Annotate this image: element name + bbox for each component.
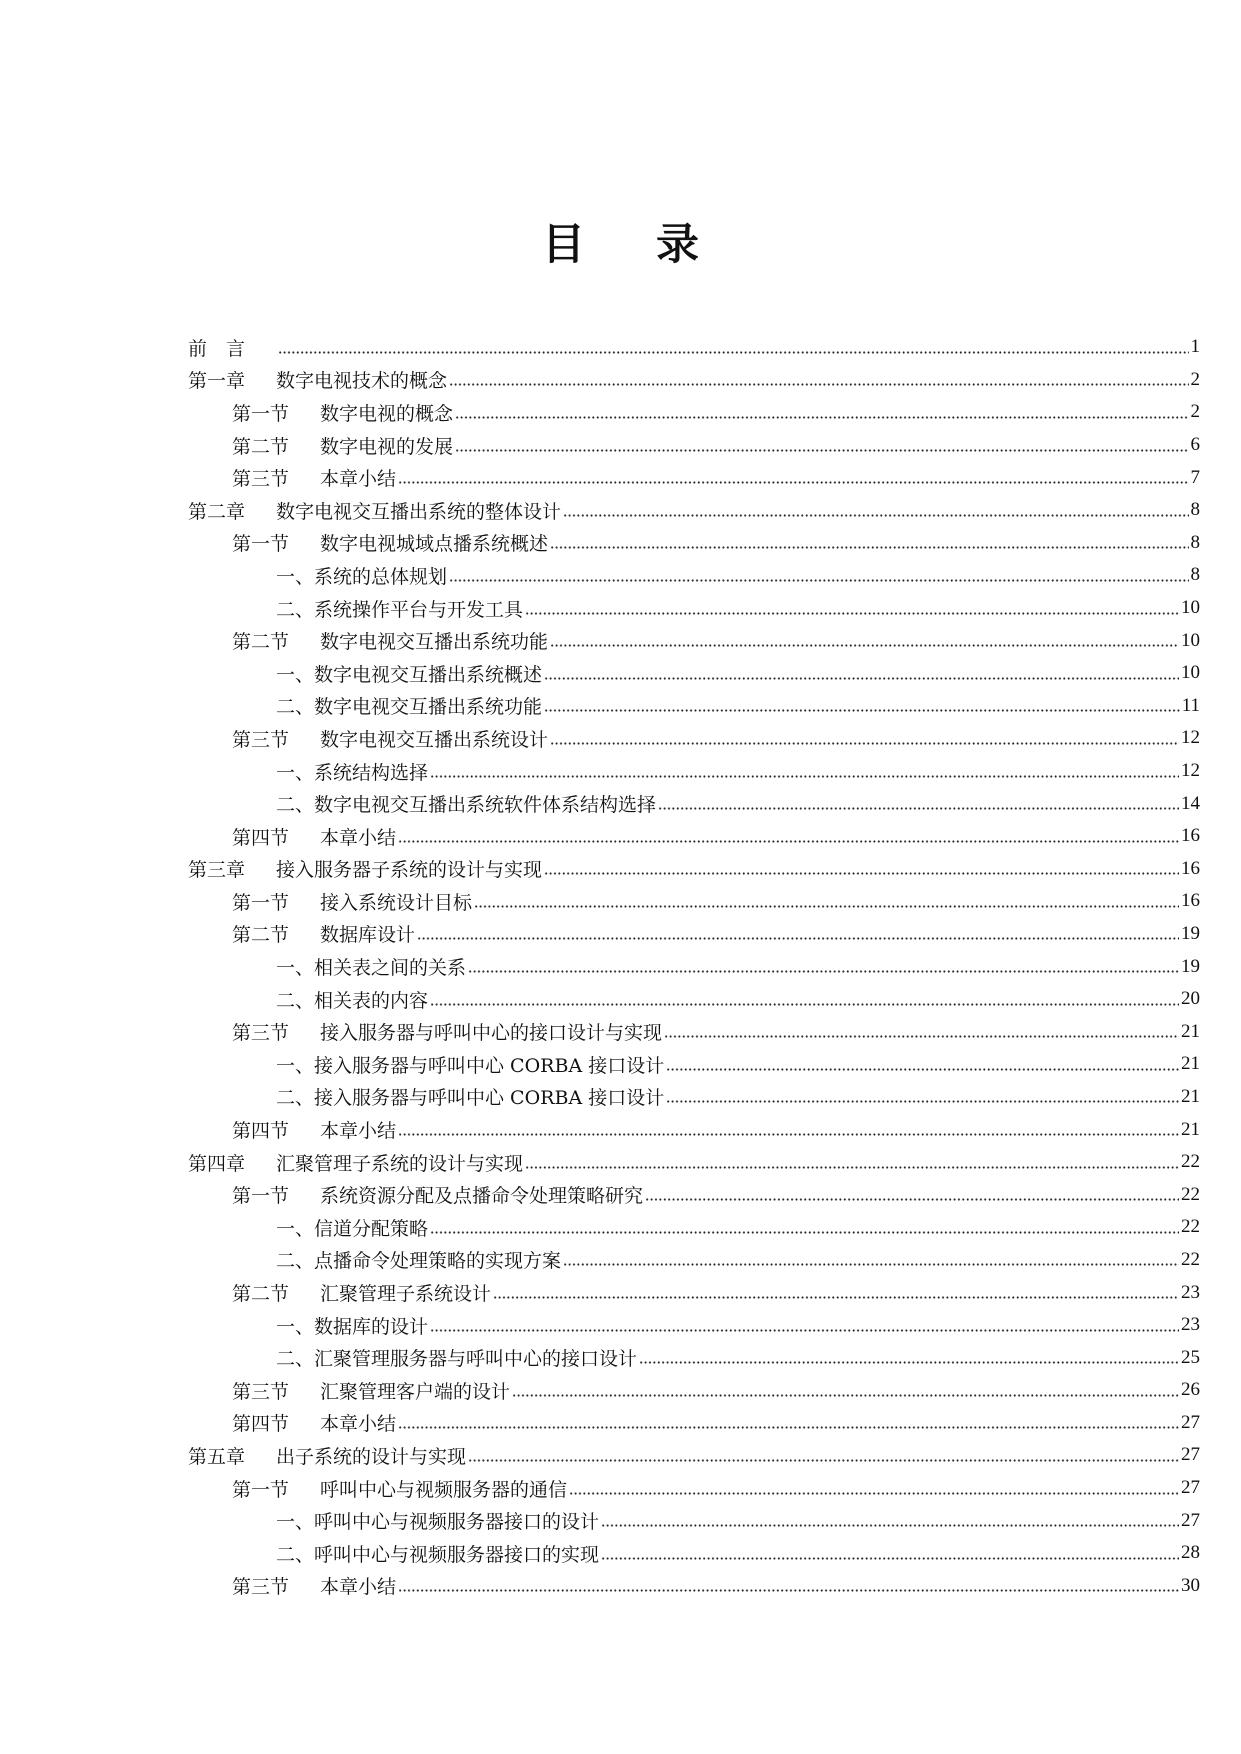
toc-entry-page-number: 2 bbox=[1190, 401, 1200, 423]
toc-entry[interactable] bbox=[188, 657, 1200, 690]
toc-entry[interactable] bbox=[188, 331, 1200, 364]
toc-entry-title: 接入服务器与呼叫中心 CORBA 接口设计 bbox=[314, 1087, 665, 1110]
toc-entry-number: 第一节 bbox=[232, 533, 290, 556]
toc-entry-page-number: 10 bbox=[1181, 597, 1200, 619]
toc-entry-page-number: 27 bbox=[1181, 1444, 1200, 1466]
toc-entry-number: 二、 bbox=[276, 598, 315, 621]
toc-entry-page-number: 19 bbox=[1181, 922, 1200, 944]
toc-entry[interactable] bbox=[188, 1309, 1200, 1342]
dot-leader bbox=[658, 794, 1179, 813]
toc-entry[interactable] bbox=[188, 853, 1200, 886]
toc-entry-page-number: 11 bbox=[1181, 694, 1200, 716]
toc-entry[interactable] bbox=[188, 364, 1200, 397]
toc-entry[interactable] bbox=[188, 787, 1200, 820]
toc-entry-number: 二、 bbox=[276, 989, 315, 1012]
toc-entry-title: 系统资源分配及点播命令处理策略研究 bbox=[320, 1185, 644, 1208]
toc-entry[interactable] bbox=[188, 396, 1200, 429]
dot-leader bbox=[455, 403, 1188, 422]
dot-leader bbox=[398, 1120, 1179, 1139]
toc-entry-number: 一、 bbox=[276, 663, 315, 686]
toc-entry[interactable] bbox=[188, 1113, 1200, 1146]
toc-entry-number: 第四节 bbox=[232, 826, 290, 849]
toc-entry-title: 呼叫中心与视频服务器接口的实现 bbox=[314, 1543, 600, 1566]
toc-entry-title: 数字电视交互播出系统软件体系结构选择 bbox=[314, 794, 657, 817]
toc-entry-title: 数字电视的发展 bbox=[320, 435, 454, 458]
toc-entry-page-number: 10 bbox=[1181, 629, 1200, 651]
toc-entry[interactable] bbox=[188, 885, 1200, 918]
toc-entry-title: 本章小结 bbox=[320, 1576, 397, 1599]
toc-entry-page-number: 27 bbox=[1181, 1509, 1200, 1531]
toc-entry-number: 第二节 bbox=[232, 1283, 290, 1306]
dot-leader bbox=[601, 1544, 1179, 1563]
toc-entry[interactable] bbox=[188, 1146, 1200, 1179]
toc-entry-page-number: 14 bbox=[1181, 792, 1200, 814]
toc-entry-page-number: 16 bbox=[1181, 890, 1200, 912]
toc-entry-page-number: 25 bbox=[1181, 1346, 1200, 1368]
toc-entry-number: 前 言 bbox=[188, 337, 246, 360]
toc-entry-number: 一、 bbox=[276, 1315, 315, 1338]
toc-entry-number: 第一节 bbox=[232, 1185, 290, 1208]
toc-entry-number: 第四节 bbox=[232, 1120, 290, 1143]
toc-entry[interactable] bbox=[188, 624, 1200, 657]
toc-entry-number: 二、 bbox=[276, 1348, 315, 1371]
toc-entry-title: 相关表之间的关系 bbox=[314, 957, 467, 980]
dot-leader bbox=[550, 729, 1179, 748]
dot-leader bbox=[493, 1283, 1179, 1302]
toc-entry-number: 第二节 bbox=[232, 631, 290, 654]
toc-entry[interactable] bbox=[188, 1081, 1200, 1114]
dot-leader bbox=[544, 696, 1180, 715]
toc-entry-title: 系统操作平台与开发工具 bbox=[314, 598, 524, 621]
dot-leader bbox=[430, 762, 1179, 781]
toc-entry-number: 一、 bbox=[276, 761, 315, 784]
toc-entry-number: 第三节 bbox=[232, 468, 290, 491]
toc-entry-number: 二、 bbox=[276, 794, 315, 817]
toc-entry-number: 一、 bbox=[276, 1217, 315, 1240]
toc-entry-number: 二、 bbox=[276, 1543, 315, 1566]
dot-leader bbox=[544, 859, 1179, 878]
dot-leader bbox=[430, 1316, 1179, 1335]
dot-leader bbox=[398, 1576, 1179, 1595]
toc-entry-page-number: 8 bbox=[1190, 531, 1200, 553]
toc-entry[interactable] bbox=[188, 755, 1200, 788]
dot-leader bbox=[664, 1022, 1179, 1041]
dot-leader bbox=[398, 468, 1188, 487]
dot-leader bbox=[430, 1218, 1179, 1237]
dot-leader bbox=[666, 1055, 1179, 1074]
toc-entry[interactable] bbox=[188, 527, 1200, 560]
toc-entry-title: 数字电视的概念 bbox=[320, 402, 454, 425]
dot-leader bbox=[468, 1446, 1179, 1465]
toc-entry[interactable] bbox=[188, 1439, 1200, 1472]
toc-entry-title: 汇聚管理子系统的设计与实现 bbox=[276, 1152, 524, 1175]
toc-entry-number: 第一节 bbox=[232, 891, 290, 914]
toc-entry-number: 第一节 bbox=[232, 402, 290, 425]
toc-entry-page-number: 23 bbox=[1181, 1281, 1200, 1303]
toc-entry-page-number: 19 bbox=[1181, 955, 1200, 977]
toc-entry-title: 系统的总体规划 bbox=[314, 565, 448, 588]
toc-entry-page-number: 22 bbox=[1181, 1183, 1200, 1205]
toc-entry-title: 接入服务器子系统的设计与实现 bbox=[276, 859, 543, 882]
toc-entry-title: 信道分配策略 bbox=[314, 1217, 429, 1240]
toc-entry[interactable] bbox=[188, 820, 1200, 853]
dot-leader bbox=[468, 957, 1179, 976]
dot-leader bbox=[474, 892, 1179, 911]
dot-leader bbox=[563, 1250, 1179, 1269]
toc-entry-title: 出子系统的设计与实现 bbox=[276, 1445, 467, 1468]
dot-leader bbox=[278, 338, 1189, 357]
toc-entry-page-number: 16 bbox=[1181, 857, 1200, 879]
dot-leader bbox=[639, 1348, 1179, 1367]
toc-entry-page-number: 21 bbox=[1181, 1118, 1200, 1140]
toc-entry-title: 数字电视交互播出系统功能 bbox=[320, 631, 549, 654]
toc-entry-title: 数字电视城域点播系统概述 bbox=[320, 533, 549, 556]
toc-entry[interactable] bbox=[188, 1178, 1200, 1211]
toc-entry-page-number: 20 bbox=[1181, 988, 1200, 1010]
toc-entry-title: 本章小结 bbox=[320, 826, 397, 849]
dot-leader bbox=[550, 631, 1179, 650]
toc-entry-title: 接入系统设计目标 bbox=[320, 891, 473, 914]
toc-entry-title: 本章小结 bbox=[320, 468, 397, 491]
toc-entry-page-number: 6 bbox=[1190, 434, 1200, 456]
toc-entry-title: 数字电视交互播出系统功能 bbox=[314, 696, 543, 719]
dot-leader bbox=[430, 990, 1179, 1009]
toc-entry-title: 接入服务器与呼叫中心 CORBA 接口设计 bbox=[314, 1054, 665, 1077]
dot-leader bbox=[417, 924, 1179, 943]
toc-entry-title: 呼叫中心与视频服务器的通信 bbox=[320, 1478, 568, 1501]
toc-entry-number: 一、 bbox=[276, 957, 315, 980]
toc-entry[interactable] bbox=[188, 690, 1200, 723]
toc-entry-title: 汇聚管理客户端的设计 bbox=[320, 1380, 511, 1403]
toc-entry-page-number: 26 bbox=[1181, 1379, 1200, 1401]
toc-entry[interactable] bbox=[188, 1407, 1200, 1440]
dot-leader bbox=[601, 1511, 1179, 1530]
toc-entry[interactable] bbox=[188, 461, 1200, 494]
dot-leader bbox=[544, 664, 1179, 683]
dot-leader bbox=[645, 1185, 1179, 1204]
toc-entry-page-number: 7 bbox=[1190, 466, 1200, 488]
dot-leader bbox=[525, 1153, 1179, 1172]
dot-leader bbox=[512, 1381, 1179, 1400]
toc-entry-number: 第二章 bbox=[188, 500, 246, 523]
toc-entry-number: 第二节 bbox=[232, 924, 290, 947]
toc-entry-title: 系统结构选择 bbox=[314, 761, 429, 784]
toc-entry-number: 第三节 bbox=[232, 1380, 290, 1403]
toc-entry-page-number: 28 bbox=[1181, 1542, 1200, 1564]
toc-entry-number: 第三节 bbox=[232, 1022, 290, 1045]
toc-entry-number: 一、 bbox=[276, 565, 315, 588]
toc-entry[interactable] bbox=[188, 1276, 1200, 1309]
toc-entry[interactable] bbox=[188, 1015, 1200, 1048]
dot-leader bbox=[398, 1413, 1179, 1432]
toc-entry[interactable] bbox=[188, 494, 1200, 527]
toc-entry[interactable] bbox=[188, 983, 1200, 1016]
toc-entry[interactable] bbox=[188, 1341, 1200, 1374]
toc-entry-page-number: 2 bbox=[1190, 368, 1200, 390]
toc-entry[interactable] bbox=[188, 1472, 1200, 1505]
toc-entry-title: 数字电视交互播出系统的整体设计 bbox=[276, 500, 562, 523]
toc-entry-title: 呼叫中心与视频服务器接口的设计 bbox=[314, 1511, 600, 1534]
dot-leader bbox=[550, 533, 1188, 552]
toc-entry-title: 数据库的设计 bbox=[314, 1315, 429, 1338]
toc-entry-page-number: 12 bbox=[1181, 760, 1200, 782]
toc-entry-number: 第四节 bbox=[232, 1413, 290, 1436]
toc-entry-number: 第五章 bbox=[188, 1445, 246, 1468]
toc-entry-number: 第三节 bbox=[232, 728, 290, 751]
toc-entry[interactable] bbox=[188, 1211, 1200, 1244]
toc-entry-number: 二、 bbox=[276, 1250, 315, 1273]
toc-entry-title: 数字电视交互播出系统设计 bbox=[320, 728, 549, 751]
toc-entry-page-number: 22 bbox=[1181, 1216, 1200, 1238]
toc-entry-page-number: 23 bbox=[1181, 1314, 1200, 1336]
toc-entry-page-number: 21 bbox=[1181, 1053, 1200, 1075]
toc-entry-page-number: 22 bbox=[1181, 1248, 1200, 1270]
toc-entry-number: 第一节 bbox=[232, 1478, 290, 1501]
toc-entry[interactable] bbox=[188, 429, 1200, 462]
toc-entry[interactable] bbox=[188, 722, 1200, 755]
toc-entry[interactable] bbox=[188, 918, 1200, 951]
toc-entry-number: 第三章 bbox=[188, 859, 246, 882]
toc-entry[interactable] bbox=[188, 1374, 1200, 1407]
toc-entry[interactable] bbox=[188, 1504, 1200, 1537]
toc-entry-page-number: 12 bbox=[1181, 727, 1200, 749]
toc-entry-number: 第三节 bbox=[232, 1576, 290, 1599]
toc-entry[interactable] bbox=[188, 1244, 1200, 1277]
toc-entry[interactable] bbox=[188, 559, 1200, 592]
page-title: 目 录 bbox=[542, 220, 727, 270]
toc-entry-number: 一、 bbox=[276, 1054, 315, 1077]
toc-entry-title: 汇聚管理服务器与呼叫中心的接口设计 bbox=[314, 1348, 638, 1371]
toc-entry-title: 本章小结 bbox=[320, 1120, 397, 1143]
toc-entry-number: 二、 bbox=[276, 1087, 315, 1110]
toc-entry-page-number: 22 bbox=[1181, 1151, 1200, 1173]
toc-entry-page-number: 8 bbox=[1190, 499, 1200, 521]
toc-entry-title: 数字电视交互播出系统概述 bbox=[314, 663, 543, 686]
toc-entry[interactable] bbox=[188, 950, 1200, 983]
table-of-contents bbox=[188, 331, 1200, 1602]
toc-entry-title: 数字电视技术的概念 bbox=[276, 370, 448, 393]
dot-leader bbox=[666, 1087, 1179, 1106]
toc-entry-number: 第二节 bbox=[232, 435, 290, 458]
toc-entry-number: 第四章 bbox=[188, 1152, 246, 1175]
toc-entry-title: 接入服务器与呼叫中心的接口设计与实现 bbox=[320, 1022, 663, 1045]
toc-entry[interactable] bbox=[188, 1537, 1200, 1570]
toc-entry-page-number: 27 bbox=[1181, 1477, 1200, 1499]
toc-entry-page-number: 21 bbox=[1181, 1085, 1200, 1107]
toc-entry-page-number: 16 bbox=[1181, 825, 1200, 847]
toc-entry-title: 本章小结 bbox=[320, 1413, 397, 1436]
dot-leader bbox=[449, 370, 1188, 389]
dot-leader bbox=[569, 1479, 1179, 1498]
toc-entry-title: 相关表的内容 bbox=[314, 989, 429, 1012]
toc-entry[interactable] bbox=[188, 1570, 1200, 1603]
dot-leader bbox=[455, 436, 1188, 455]
toc-entry-number: 第一章 bbox=[188, 370, 246, 393]
toc-entry-title: 数据库设计 bbox=[320, 924, 416, 947]
toc-entry-title: 汇聚管理子系统设计 bbox=[320, 1283, 492, 1306]
dot-leader bbox=[398, 827, 1179, 846]
toc-entry[interactable] bbox=[188, 592, 1200, 625]
toc-entry-page-number: 21 bbox=[1181, 1020, 1200, 1042]
toc-entry-title: 点播命令处理策略的实现方案 bbox=[314, 1250, 562, 1273]
dot-leader bbox=[449, 566, 1188, 585]
toc-entry-page-number: 30 bbox=[1181, 1574, 1200, 1596]
dot-leader bbox=[563, 501, 1188, 520]
toc-entry[interactable] bbox=[188, 1048, 1200, 1081]
toc-entry-page-number: 10 bbox=[1181, 662, 1200, 684]
toc-entry-page-number: 8 bbox=[1190, 564, 1200, 586]
toc-entry-number: 一、 bbox=[276, 1511, 315, 1534]
toc-entry-number: 二、 bbox=[276, 696, 315, 719]
toc-entry-page-number: 27 bbox=[1181, 1411, 1200, 1433]
dot-leader bbox=[525, 599, 1179, 618]
toc-entry-page-number: 1 bbox=[1190, 336, 1200, 358]
